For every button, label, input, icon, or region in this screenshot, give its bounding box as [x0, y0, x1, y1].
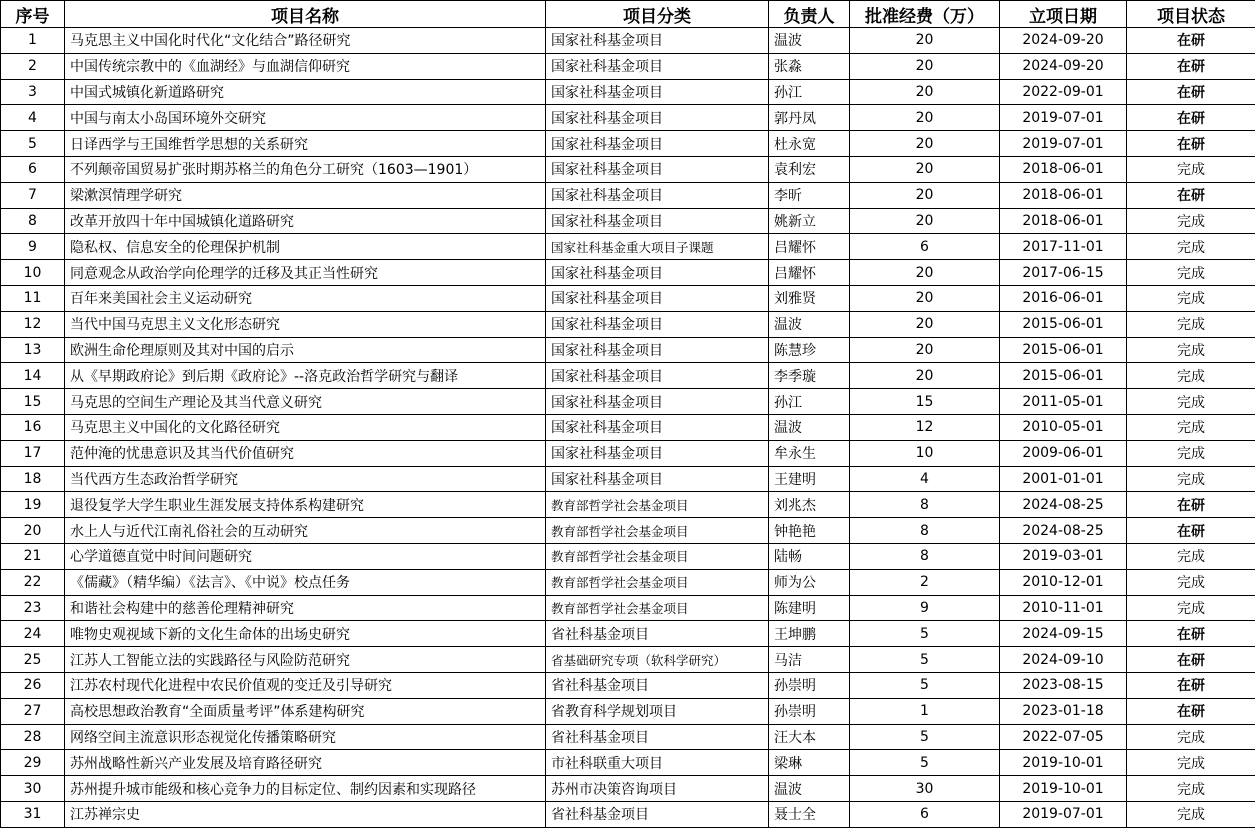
- cell-lead: 吕耀怀: [769, 234, 850, 260]
- cell-funding: 12: [850, 414, 1000, 440]
- cell-start-date: 2015-06-01: [1000, 337, 1127, 363]
- header-start-date: 立项日期: [1000, 1, 1127, 28]
- cell-lead: 汪大本: [769, 724, 850, 750]
- cell-project-name: 心学道德直觉中时间问题研究: [65, 543, 546, 569]
- cell-project-name: 中国式城镇化新道路研究: [65, 79, 546, 105]
- cell-status: 完成: [1127, 724, 1255, 750]
- cell-lead: 吕耀怀: [769, 260, 850, 286]
- cell-lead: 王坤鹏: [769, 621, 850, 647]
- table-row: [1, 79, 1255, 105]
- header-status: 项目状态: [1127, 1, 1255, 28]
- cell-lead: 温波: [769, 28, 850, 54]
- cell-category: 教育部哲学社会基金项目: [546, 543, 769, 569]
- cell-start-date: 2018-06-01: [1000, 208, 1127, 234]
- cell-index: 6: [1, 156, 65, 182]
- cell-funding: 20: [850, 208, 1000, 234]
- cell-index: 22: [1, 569, 65, 595]
- cell-start-date: 2015-06-01: [1000, 363, 1127, 389]
- table-row: [1, 105, 1255, 131]
- cell-status: 完成: [1127, 414, 1255, 440]
- cell-index: 5: [1, 131, 65, 157]
- cell-index: 25: [1, 647, 65, 673]
- cell-lead: 孙崇明: [769, 698, 850, 724]
- cell-status: 在研: [1127, 79, 1255, 105]
- cell-category: 国家社科基金项目: [546, 466, 769, 492]
- cell-category: 国家社科基金项目: [546, 208, 769, 234]
- cell-funding: 5: [850, 647, 1000, 673]
- cell-index: 10: [1, 260, 65, 286]
- cell-project-name: 江苏禅宗史: [65, 801, 546, 827]
- table-row: [1, 131, 1255, 157]
- cell-project-name: 唯物史观视域下新的文化生命体的出场史研究: [65, 621, 546, 647]
- cell-category: 国家社科基金项目: [546, 182, 769, 208]
- cell-project-name: 江苏人工智能立法的实践路径与风险防范研究: [65, 647, 546, 673]
- cell-status: 完成: [1127, 595, 1255, 621]
- cell-status: 在研: [1127, 647, 1255, 673]
- cell-start-date: 2018-06-01: [1000, 156, 1127, 182]
- cell-index: 8: [1, 208, 65, 234]
- cell-funding: 4: [850, 466, 1000, 492]
- cell-index: 12: [1, 311, 65, 337]
- cell-start-date: 2009-06-01: [1000, 440, 1127, 466]
- cell-index: 17: [1, 440, 65, 466]
- cell-category: 国家社科基金项目: [546, 285, 769, 311]
- cell-funding: 10: [850, 440, 1000, 466]
- cell-category: 国家社科基金项目: [546, 28, 769, 54]
- cell-category: 省基础研究专项（软科学研究）: [546, 647, 769, 673]
- cell-start-date: 2017-11-01: [1000, 234, 1127, 260]
- cell-funding: 20: [850, 28, 1000, 54]
- cell-project-name: 江苏农村现代化进程中农民价值观的变迁及引导研究: [65, 672, 546, 698]
- cell-lead: 王建明: [769, 466, 850, 492]
- table-row: [1, 492, 1255, 518]
- cell-category: 国家社科基金项目: [546, 131, 769, 157]
- cell-index: 28: [1, 724, 65, 750]
- cell-project-name: 百年来美国社会主义运动研究: [65, 285, 546, 311]
- table-row: [1, 28, 1255, 54]
- cell-start-date: 2022-09-01: [1000, 79, 1127, 105]
- cell-index: 3: [1, 79, 65, 105]
- cell-category: 国家社科基金项目: [546, 311, 769, 337]
- cell-status: 完成: [1127, 466, 1255, 492]
- cell-lead: 陈慧珍: [769, 337, 850, 363]
- cell-start-date: 2022-07-05: [1000, 724, 1127, 750]
- cell-category: 教育部哲学社会基金项目: [546, 595, 769, 621]
- cell-funding: 20: [850, 337, 1000, 363]
- header-lead: 负责人: [769, 1, 850, 28]
- cell-category: 国家社科基金项目: [546, 337, 769, 363]
- table-row: [1, 543, 1255, 569]
- cell-funding: 20: [850, 156, 1000, 182]
- cell-status: 完成: [1127, 363, 1255, 389]
- cell-status: 完成: [1127, 311, 1255, 337]
- cell-category: 教育部哲学社会基金项目: [546, 569, 769, 595]
- cell-lead: 钟艳艳: [769, 518, 850, 544]
- cell-category: 市社科联重大项目: [546, 750, 769, 776]
- cell-category: 省社科基金项目: [546, 724, 769, 750]
- cell-index: 4: [1, 105, 65, 131]
- cell-status: 在研: [1127, 518, 1255, 544]
- cell-project-name: 马克思的空间生产理论及其当代意义研究: [65, 389, 546, 415]
- cell-project-name: 当代西方生态政治哲学研究: [65, 466, 546, 492]
- cell-project-name: 欧洲生命伦理原则及其对中国的启示: [65, 337, 546, 363]
- cell-status: 完成: [1127, 389, 1255, 415]
- cell-index: 14: [1, 363, 65, 389]
- cell-index: 19: [1, 492, 65, 518]
- cell-lead: 温波: [769, 776, 850, 802]
- cell-start-date: 2024-08-25: [1000, 492, 1127, 518]
- cell-status: 在研: [1127, 182, 1255, 208]
- table-row: [1, 234, 1255, 260]
- cell-category: 省社科基金项目: [546, 621, 769, 647]
- cell-index: 18: [1, 466, 65, 492]
- cell-lead: 温波: [769, 414, 850, 440]
- table-row: [1, 311, 1255, 337]
- cell-index: 9: [1, 234, 65, 260]
- table-row: [1, 466, 1255, 492]
- cell-category: 省社科基金项目: [546, 672, 769, 698]
- cell-start-date: 2016-06-01: [1000, 285, 1127, 311]
- cell-status: 完成: [1127, 569, 1255, 595]
- cell-project-name: 改革开放四十年中国城镇化道路研究: [65, 208, 546, 234]
- cell-project-name: 中国与南太小岛国环境外交研究: [65, 105, 546, 131]
- cell-project-name: 梁漱溟情理学研究: [65, 182, 546, 208]
- cell-category: 教育部哲学社会基金项目: [546, 492, 769, 518]
- table-row: [1, 337, 1255, 363]
- table-row: [1, 801, 1255, 827]
- cell-lead: 牟永生: [769, 440, 850, 466]
- cell-project-name: 退役复学大学生职业生涯发展支持体系构建研究: [65, 492, 546, 518]
- table-row: [1, 208, 1255, 234]
- cell-funding: 8: [850, 543, 1000, 569]
- cell-project-name: 范仲淹的忧患意识及其当代价值研究: [65, 440, 546, 466]
- cell-lead: 孙江: [769, 79, 850, 105]
- cell-project-name: 马克思主义中国化的文化路径研究: [65, 414, 546, 440]
- cell-funding: 5: [850, 724, 1000, 750]
- cell-status: 完成: [1127, 234, 1255, 260]
- cell-funding: 20: [850, 260, 1000, 286]
- cell-lead: 梁琳: [769, 750, 850, 776]
- cell-index: 11: [1, 285, 65, 311]
- cell-project-name: 从《早期政府论》到后期《政府论》--洛克政治哲学研究与翻译: [65, 363, 546, 389]
- cell-status: 在研: [1127, 105, 1255, 131]
- cell-funding: 20: [850, 131, 1000, 157]
- cell-start-date: 2011-05-01: [1000, 389, 1127, 415]
- table-row: [1, 595, 1255, 621]
- cell-funding: 5: [850, 672, 1000, 698]
- cell-category: 国家社科基金重大项目子课题: [546, 234, 769, 260]
- cell-start-date: 2024-09-20: [1000, 53, 1127, 79]
- table-row: [1, 569, 1255, 595]
- cell-funding: 1: [850, 698, 1000, 724]
- cell-start-date: 2018-06-01: [1000, 182, 1127, 208]
- cell-start-date: 2023-08-15: [1000, 672, 1127, 698]
- cell-status: 完成: [1127, 776, 1255, 802]
- cell-lead: 刘兆杰: [769, 492, 850, 518]
- cell-category: 国家社科基金项目: [546, 389, 769, 415]
- cell-lead: 郭丹凤: [769, 105, 850, 131]
- cell-status: 完成: [1127, 337, 1255, 363]
- cell-category: 国家社科基金项目: [546, 363, 769, 389]
- cell-start-date: 2019-07-01: [1000, 131, 1127, 157]
- cell-start-date: 2023-01-18: [1000, 698, 1127, 724]
- table-row: [1, 389, 1255, 415]
- cell-status: 在研: [1127, 698, 1255, 724]
- header-index: 序号: [1, 1, 65, 28]
- cell-funding: 20: [850, 311, 1000, 337]
- cell-start-date: 2019-07-01: [1000, 801, 1127, 827]
- cell-status: 完成: [1127, 285, 1255, 311]
- table-row: [1, 53, 1255, 79]
- cell-index: 2: [1, 53, 65, 79]
- cell-lead: 张淼: [769, 53, 850, 79]
- cell-index: 20: [1, 518, 65, 544]
- cell-funding: 20: [850, 53, 1000, 79]
- cell-index: 24: [1, 621, 65, 647]
- cell-start-date: 2019-10-01: [1000, 776, 1127, 802]
- cell-index: 23: [1, 595, 65, 621]
- cell-lead: 李昕: [769, 182, 850, 208]
- cell-funding: 20: [850, 79, 1000, 105]
- cell-index: 31: [1, 801, 65, 827]
- cell-funding: 8: [850, 518, 1000, 544]
- cell-project-name: 日译西学与王国维哲学思想的关系研究: [65, 131, 546, 157]
- cell-category: 国家社科基金项目: [546, 440, 769, 466]
- cell-project-name: 《儒藏》（精华编）《法言》、《中说》校点任务: [65, 569, 546, 595]
- cell-project-name: 苏州战略性新兴产业发展及培育路径研究: [65, 750, 546, 776]
- cell-funding: 20: [850, 105, 1000, 131]
- cell-index: 29: [1, 750, 65, 776]
- cell-category: 国家社科基金项目: [546, 260, 769, 286]
- cell-category: 国家社科基金项目: [546, 79, 769, 105]
- cell-status: 完成: [1127, 208, 1255, 234]
- cell-funding: 8: [850, 492, 1000, 518]
- cell-index: 30: [1, 776, 65, 802]
- cell-funding: 5: [850, 621, 1000, 647]
- table-row: [1, 724, 1255, 750]
- cell-start-date: 2010-05-01: [1000, 414, 1127, 440]
- table-row: [1, 750, 1255, 776]
- header-project-name: 项目名称: [65, 1, 546, 28]
- cell-project-name: 当代中国马克思主义文化形态研究: [65, 311, 546, 337]
- cell-project-name: 水上人与近代江南礼俗社会的互动研究: [65, 518, 546, 544]
- cell-status: 在研: [1127, 621, 1255, 647]
- cell-start-date: 2010-11-01: [1000, 595, 1127, 621]
- cell-index: 26: [1, 672, 65, 698]
- cell-status: 完成: [1127, 750, 1255, 776]
- cell-funding: 20: [850, 363, 1000, 389]
- cell-category: 国家社科基金项目: [546, 53, 769, 79]
- cell-category: 省社科基金项目: [546, 801, 769, 827]
- cell-start-date: 2019-07-01: [1000, 105, 1127, 131]
- cell-status: 完成: [1127, 156, 1255, 182]
- cell-start-date: 2001-01-01: [1000, 466, 1127, 492]
- cell-project-name: 苏州提升城市能级和核心竞争力的目标定位、制约因素和实现路径: [65, 776, 546, 802]
- cell-project-name: 马克思主义中国化时代化“文化结合”路径研究: [65, 28, 546, 54]
- cell-category: 省教育科学规划项目: [546, 698, 769, 724]
- header-row: [1, 1, 1255, 28]
- cell-lead: 刘雅贤: [769, 285, 850, 311]
- cell-funding: 30: [850, 776, 1000, 802]
- cell-start-date: 2017-06-15: [1000, 260, 1127, 286]
- cell-start-date: 2015-06-01: [1000, 311, 1127, 337]
- table-row: [1, 182, 1255, 208]
- cell-index: 1: [1, 28, 65, 54]
- cell-index: 21: [1, 543, 65, 569]
- cell-lead: 李季璇: [769, 363, 850, 389]
- cell-status: 完成: [1127, 543, 1255, 569]
- cell-index: 27: [1, 698, 65, 724]
- cell-start-date: 2019-10-01: [1000, 750, 1127, 776]
- cell-funding: 6: [850, 234, 1000, 260]
- cell-lead: 孙崇明: [769, 672, 850, 698]
- table-row: [1, 621, 1255, 647]
- cell-funding: 2: [850, 569, 1000, 595]
- cell-start-date: 2024-08-25: [1000, 518, 1127, 544]
- cell-funding: 15: [850, 389, 1000, 415]
- cell-project-name: 网络空间主流意识形态视觉化传播策略研究: [65, 724, 546, 750]
- cell-status: 在研: [1127, 131, 1255, 157]
- table-row: [1, 776, 1255, 802]
- cell-start-date: 2019-03-01: [1000, 543, 1127, 569]
- cell-project-name: 同意观念从政治学向伦理学的迁移及其正当性研究: [65, 260, 546, 286]
- table-row: [1, 414, 1255, 440]
- cell-status: 完成: [1127, 260, 1255, 286]
- cell-category: 国家社科基金项目: [546, 156, 769, 182]
- cell-lead: 陈建明: [769, 595, 850, 621]
- cell-lead: 袁利宏: [769, 156, 850, 182]
- cell-funding: 5: [850, 750, 1000, 776]
- cell-status: 在研: [1127, 53, 1255, 79]
- cell-project-name: 高校思想政治教育“全面质量考评”体系建构研究: [65, 698, 546, 724]
- cell-index: 7: [1, 182, 65, 208]
- table-row: [1, 260, 1255, 286]
- cell-lead: 陆畅: [769, 543, 850, 569]
- cell-status: 在研: [1127, 28, 1255, 54]
- table-row: [1, 156, 1255, 182]
- cell-category: 国家社科基金项目: [546, 414, 769, 440]
- cell-index: 13: [1, 337, 65, 363]
- cell-start-date: 2024-09-15: [1000, 621, 1127, 647]
- cell-lead: 孙江: [769, 389, 850, 415]
- cell-lead: 马洁: [769, 647, 850, 673]
- cell-status: 在研: [1127, 672, 1255, 698]
- cell-status: 在研: [1127, 492, 1255, 518]
- cell-lead: 聂士全: [769, 801, 850, 827]
- cell-category: 教育部哲学社会基金项目: [546, 518, 769, 544]
- table-row: [1, 647, 1255, 673]
- table-row: [1, 698, 1255, 724]
- table-row: [1, 440, 1255, 466]
- cell-index: 16: [1, 414, 65, 440]
- cell-project-name: 中国传统宗教中的《血湖经》与血湖信仰研究: [65, 53, 546, 79]
- cell-lead: 杜永宽: [769, 131, 850, 157]
- table-row: [1, 363, 1255, 389]
- cell-category: 国家社科基金项目: [546, 105, 769, 131]
- table-row: [1, 672, 1255, 698]
- cell-project-name: 和谐社会构建中的慈善伦理精神研究: [65, 595, 546, 621]
- cell-start-date: 2024-09-10: [1000, 647, 1127, 673]
- cell-funding: 6: [850, 801, 1000, 827]
- cell-funding: 20: [850, 285, 1000, 311]
- cell-category: 苏州市决策咨询项目: [546, 776, 769, 802]
- cell-start-date: 2024-09-20: [1000, 28, 1127, 54]
- header-category: 项目分类: [546, 1, 769, 28]
- cell-lead: 温波: [769, 311, 850, 337]
- cell-project-name: 不列颠帝国贸易扩张时期苏格兰的角色分工研究（1603—1901）: [65, 156, 546, 182]
- cell-lead: 师为公: [769, 569, 850, 595]
- table-row: [1, 285, 1255, 311]
- cell-lead: 姚新立: [769, 208, 850, 234]
- cell-status: 完成: [1127, 801, 1255, 827]
- cell-project-name: 隐私权、信息安全的伦理保护机制: [65, 234, 546, 260]
- cell-funding: 9: [850, 595, 1000, 621]
- cell-start-date: 2010-12-01: [1000, 569, 1127, 595]
- cell-status: 完成: [1127, 440, 1255, 466]
- table-row: [1, 518, 1255, 544]
- header-funding: 批准经费（万）: [850, 1, 1000, 28]
- cell-funding: 20: [850, 182, 1000, 208]
- cell-index: 15: [1, 389, 65, 415]
